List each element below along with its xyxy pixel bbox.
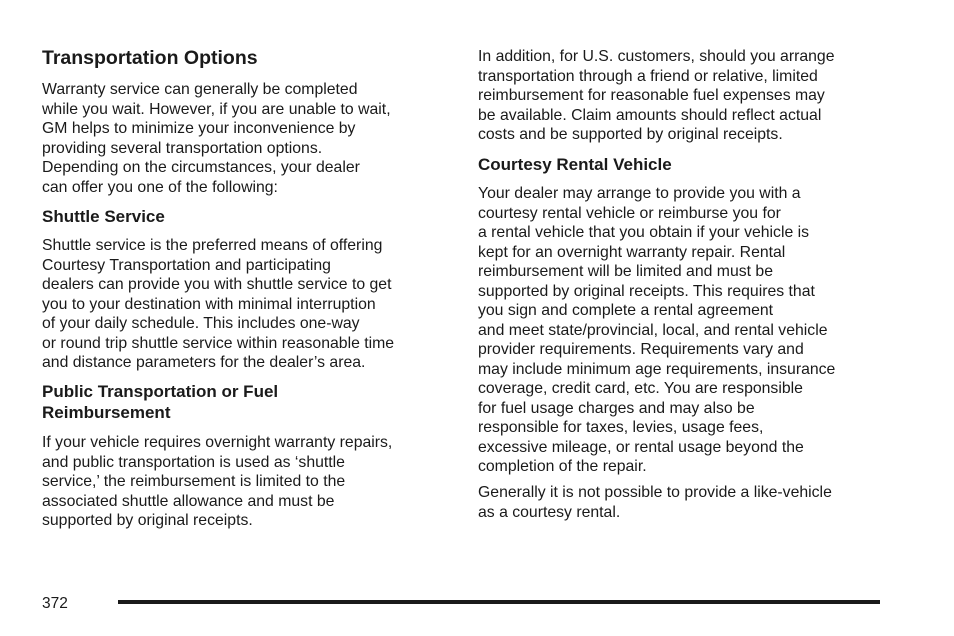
intro-line: providing several transportation options. <box>42 139 323 157</box>
page-number: 372 <box>42 595 68 612</box>
public-line: supported by original receipts. <box>42 512 253 529</box>
rental-line: provider requirements. Requirements vary and <box>478 341 804 358</box>
rental-line: for fuel usage charges and may also be <box>478 399 755 417</box>
closing-paragraph <box>478 483 832 522</box>
fuel-line: be available. Claim amounts should reflect actual <box>478 106 822 124</box>
fuel-line: reimbursement for reasonable fuel expenses may <box>478 87 825 104</box>
public-heading-line: Reimbursement <box>42 403 171 422</box>
fuel-reimbursement-paragraph <box>478 47 835 145</box>
shuttle-service-heading: Shuttle Service <box>42 207 165 226</box>
closing-line: Generally it is not possible to provide a like-vehicle <box>478 484 832 501</box>
rental-line: Your dealer may arrange to provide you with a <box>478 185 801 202</box>
rental-line: responsible for taxes, levies, usage fees, <box>478 419 764 436</box>
fuel-line: In addition, for U.S. customers, should you arrange <box>478 48 835 65</box>
rental-line: reimbursement will be limited and must be <box>478 263 773 280</box>
footer-rule <box>118 600 880 604</box>
intro-line: can offer you one of the following: <box>42 178 278 196</box>
rental-line: and meet state/provincial, local, and rental vehicle <box>478 321 828 339</box>
intro-paragraph <box>42 80 391 197</box>
public-line: associated shuttle allowance and must be <box>42 492 335 510</box>
shuttle-line: you to your destination with minimal interruption <box>42 295 376 313</box>
courtesy-rental-heading: Courtesy Rental Vehicle <box>478 155 672 174</box>
shuttle-line: of your daily schedule. This includes one-way <box>42 315 360 332</box>
rental-line: you sign and complete a rental agreement <box>478 302 774 319</box>
rental-line: a rental vehicle that you obtain if your vehicle is <box>478 224 810 241</box>
shuttle-line: and distance parameters for the dealer’s area. <box>42 354 366 371</box>
public-line: and public transportation is used as ‘shuttle <box>42 453 345 471</box>
rental-line: kept for an overnight warranty repair. Rental <box>478 243 786 261</box>
public-line: service,’ the reimbursement is limited to the <box>42 473 346 490</box>
rental-line: supported by original receipts. This requires that <box>478 282 815 300</box>
rental-line: coverage, credit card, etc. You are responsible <box>478 380 803 397</box>
shuttle-line: dealers can provide you with shuttle service to get <box>42 276 392 293</box>
rental-line: excessive mileage, or rental usage beyond the <box>478 438 804 456</box>
closing-line: as a courtesy rental. <box>478 503 621 521</box>
public-transportation-heading <box>42 381 278 423</box>
public-transportation-paragraph <box>42 433 392 531</box>
public-line: If your vehicle requires overnight warranty repairs, <box>42 434 393 451</box>
shuttle-line: Courtesy Transportation and participating <box>42 256 331 274</box>
rental-line: courtesy rental vehicle or reimburse you for <box>478 204 781 222</box>
rental-line: completion of the repair. <box>478 458 647 475</box>
intro-line: Depending on the circumstances, your dealer <box>42 159 360 176</box>
public-heading-line: Public Transportation or Fuel <box>42 382 279 401</box>
rental-line: may include minimum age requirements, insurance <box>478 360 836 378</box>
section-title: Transportation Options <box>42 47 258 69</box>
fuel-line: transportation through a friend or relative, limited <box>478 67 818 85</box>
courtesy-rental-paragraph <box>478 184 835 477</box>
intro-line: Warranty service can generally be completed <box>42 81 358 98</box>
shuttle-line: or round trip shuttle service within reasonable time <box>42 334 395 352</box>
shuttle-service-paragraph <box>42 236 394 373</box>
fuel-line: costs and be supported by original receipts. <box>478 126 783 143</box>
intro-line: GM helps to minimize your inconvenience by <box>42 120 356 137</box>
shuttle-line: Shuttle service is the preferred means of offering <box>42 237 383 254</box>
intro-line: while you wait. However, if you are unable to wait, <box>42 100 391 118</box>
